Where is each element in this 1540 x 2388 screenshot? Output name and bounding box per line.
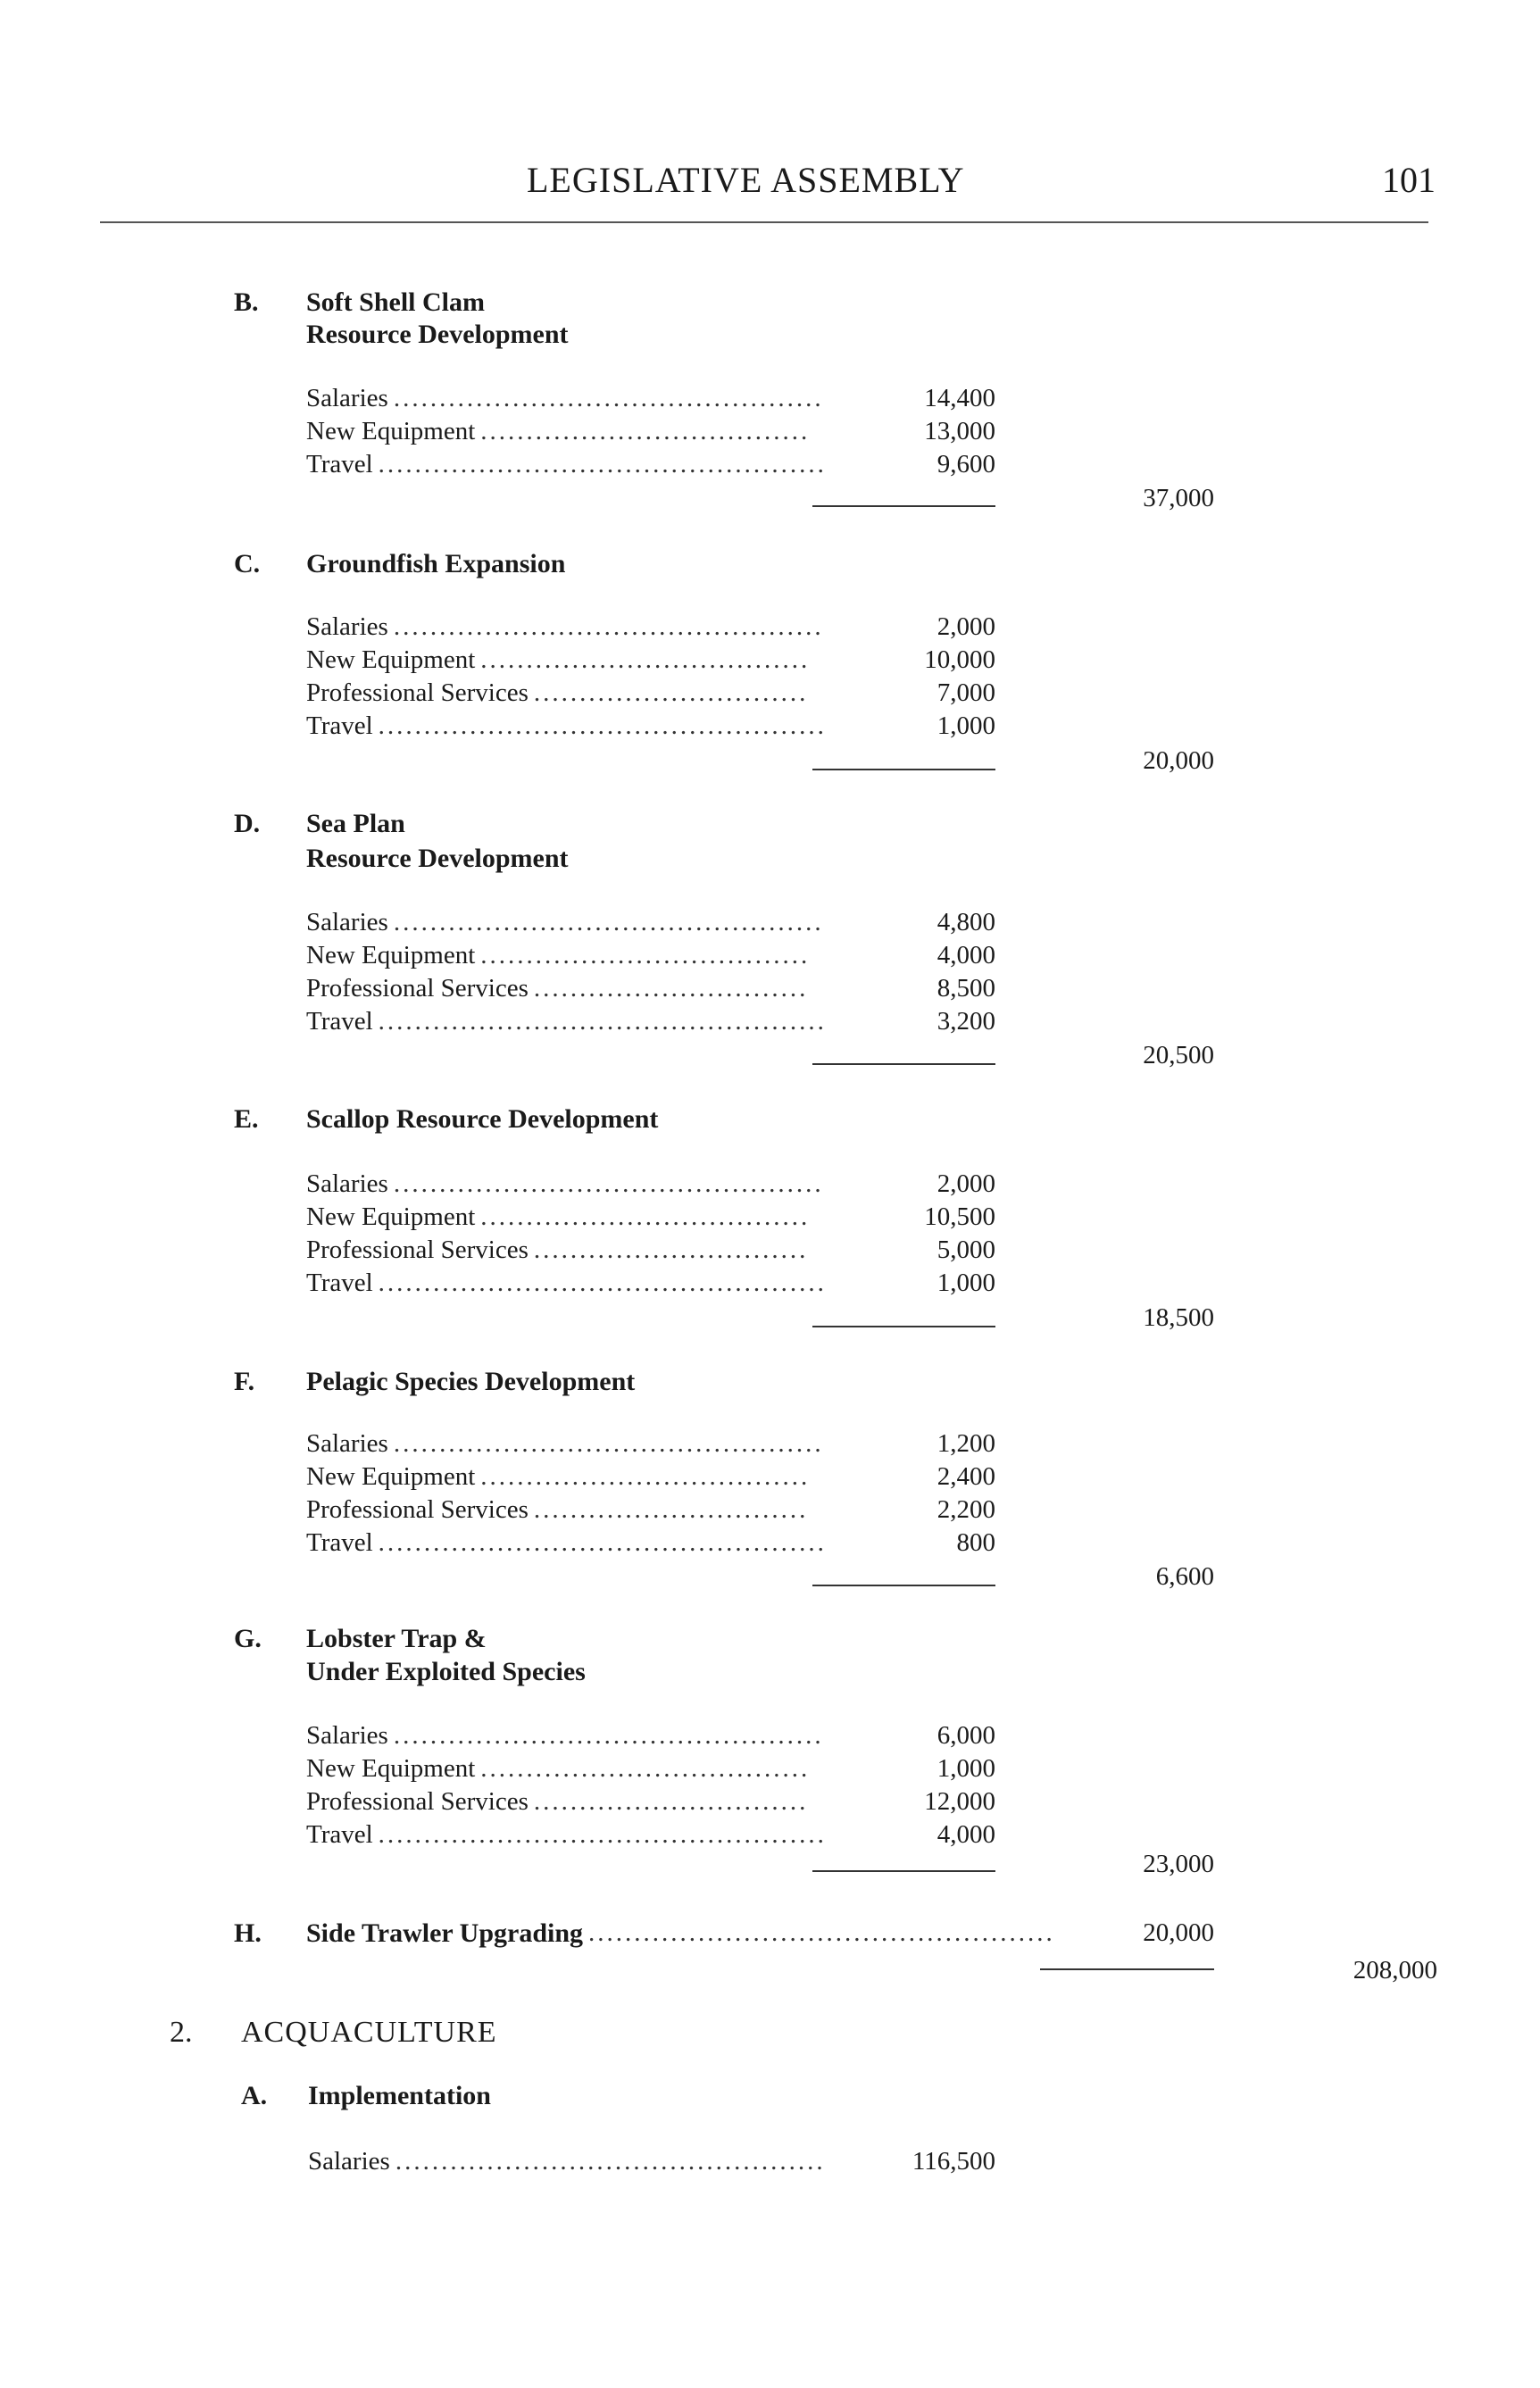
line-item-amount: 14,400 [924,384,995,412]
section-letter: A. [241,2081,268,2110]
dot-leader: ............................................... [393,1169,824,1198]
line-item-label: Professional Services [306,1495,529,1524]
line-item-amount: 116,500 [912,2147,995,2176]
line-item-amount: 1,000 [936,1754,995,1783]
dot-leader: .................................... [480,1754,811,1783]
line-item-label: New Equipment [306,1754,476,1783]
line-item-amount: 6,000 [936,1721,995,1750]
line-item-amount: 9,600 [936,450,995,478]
section-letter: C. [234,549,261,578]
subtotal-rule [812,505,995,507]
dot-leader: ................................................. [378,1528,827,1557]
dot-leader: ................................................... [588,1918,1055,1947]
line-item-label: Salaries [308,2147,390,2176]
line-item-amount: 5,000 [936,1236,995,1264]
dot-leader: .................................... [480,941,811,969]
dot-leader: ............................................... [393,908,824,936]
line-item-label: Salaries [306,1169,388,1198]
subtotal-rule [812,1063,995,1065]
line-item-label: Professional Services [306,678,529,707]
group-total: 208,000 [1353,1956,1437,1984]
subtotal-rule [812,1585,995,1586]
dot-leader: ............................................... [393,1721,824,1750]
line-item-label: Travel [306,1269,373,1297]
line-item-amount: 10,000 [924,645,995,674]
dot-leader: .............................. [533,1236,809,1264]
section-title-line: Lobster Trap & [306,1624,487,1653]
subtotal-rule [812,1870,995,1872]
section-title-line: Groundfish Expansion [306,549,566,578]
dot-leader: ................................................. [378,711,827,740]
line-item-label: Travel [306,1820,373,1849]
line-item-amount: 3,200 [936,1007,995,1036]
line-item-label: Travel [306,1007,373,1036]
section-title-line: Scallop Resource Development [306,1104,659,1134]
line-item-label: Professional Services [306,1787,529,1816]
dot-leader: ................................................. [378,450,827,478]
dot-leader: ............................................... [393,612,824,641]
subtotal-rule [1040,1968,1214,1970]
line-item-label: Salaries [306,908,388,936]
section-subtotal: 20,000 [1143,746,1214,775]
line-item-amount: 2,000 [936,612,995,641]
major-section-title: ACQUACULTURE [241,2016,497,2049]
dot-leader: ................................................. [378,1007,827,1036]
line-item-amount: 4,800 [936,908,995,936]
section-letter: E. [234,1104,259,1134]
section-subtotal: 37,000 [1143,484,1214,512]
section-title-line: Under Exploited Species [306,1657,586,1686]
line-item-label: New Equipment [306,1462,476,1491]
line-item-label: Salaries [306,612,388,641]
dot-leader: .................................... [480,1202,811,1231]
section-letter: H. [234,1918,262,1948]
subtotal-rule [812,769,995,770]
section-subtotal: 18,500 [1143,1303,1214,1332]
line-item-label: Professional Services [306,974,529,1003]
line-item-amount: 8,500 [936,974,995,1003]
line-item-amount: 13,000 [924,417,995,445]
dot-leader: .............................. [533,974,809,1003]
line-item-label: Travel [306,1528,373,1557]
line-item-label: Travel [306,450,373,478]
line-item-amount: 2,000 [936,1169,995,1198]
line-item-amount: 4,000 [936,941,995,969]
dot-leader: ............................................... [395,2147,826,2176]
dot-leader: .............................. [533,678,809,707]
line-item-label: Salaries [306,1429,388,1458]
dot-leader: .................................... [480,417,811,445]
line-item-label: New Equipment [306,1202,476,1231]
dot-leader: ............................................... [393,1429,824,1458]
page-header-title: LEGISLATIVE ASSEMBLY [527,160,965,200]
section-title-line: Resource Development [306,844,569,873]
line-item-label: Salaries [306,1721,388,1750]
dot-leader: .............................. [533,1495,809,1524]
line-item-amount: 4,000 [936,1820,995,1849]
major-section-number: 2. [170,2016,193,2049]
section-letter: F. [234,1367,255,1396]
section-title-line: Soft Shell Clam [306,287,486,317]
section-letter: B. [234,287,259,317]
section-subtotal: 6,600 [1155,1562,1214,1591]
subtotal-rule [812,1326,995,1327]
line-item-label: Salaries [306,384,388,412]
section-title-line: Pelagic Species Development [306,1367,636,1396]
line-item-amount: 2,400 [936,1462,995,1491]
section-title-line: Side Trawler Upgrading [306,1918,584,1948]
section-title-line: Implementation [308,2081,491,2110]
line-item-label: New Equipment [306,941,476,969]
line-item-label: New Equipment [306,645,476,674]
line-item-label: New Equipment [306,417,476,445]
line-item-amount: 2,200 [936,1495,995,1524]
dot-leader: .............................. [533,1787,809,1816]
line-item-amount: 1,200 [936,1429,995,1458]
line-item-amount: 10,500 [924,1202,995,1231]
line-item-amount: 7,000 [936,678,995,707]
line-item-amount: 800 [956,1528,995,1557]
section-subtotal: 23,000 [1143,1850,1214,1878]
section-subtotal: 20,000 [1143,1918,1214,1947]
line-item-label: Travel [306,711,373,740]
line-item-label: Professional Services [306,1236,529,1264]
line-item-amount: 1,000 [936,711,995,740]
section-title-line: Sea Plan [306,809,405,838]
line-item-amount: 12,000 [924,1787,995,1816]
dot-leader: ............................................... [393,384,824,412]
dot-leader: ................................................. [378,1269,827,1297]
section-title-line: Resource Development [306,320,569,349]
dot-leader: .................................... [480,1462,811,1491]
section-subtotal: 20,500 [1143,1041,1214,1069]
section-letter: G. [234,1624,262,1653]
header-divider [100,221,1428,223]
dot-leader: .................................... [480,645,811,674]
page-number: 101 [1382,160,1436,200]
line-item-amount: 1,000 [936,1269,995,1297]
section-letter: D. [234,809,261,838]
dot-leader: ................................................. [378,1820,827,1849]
